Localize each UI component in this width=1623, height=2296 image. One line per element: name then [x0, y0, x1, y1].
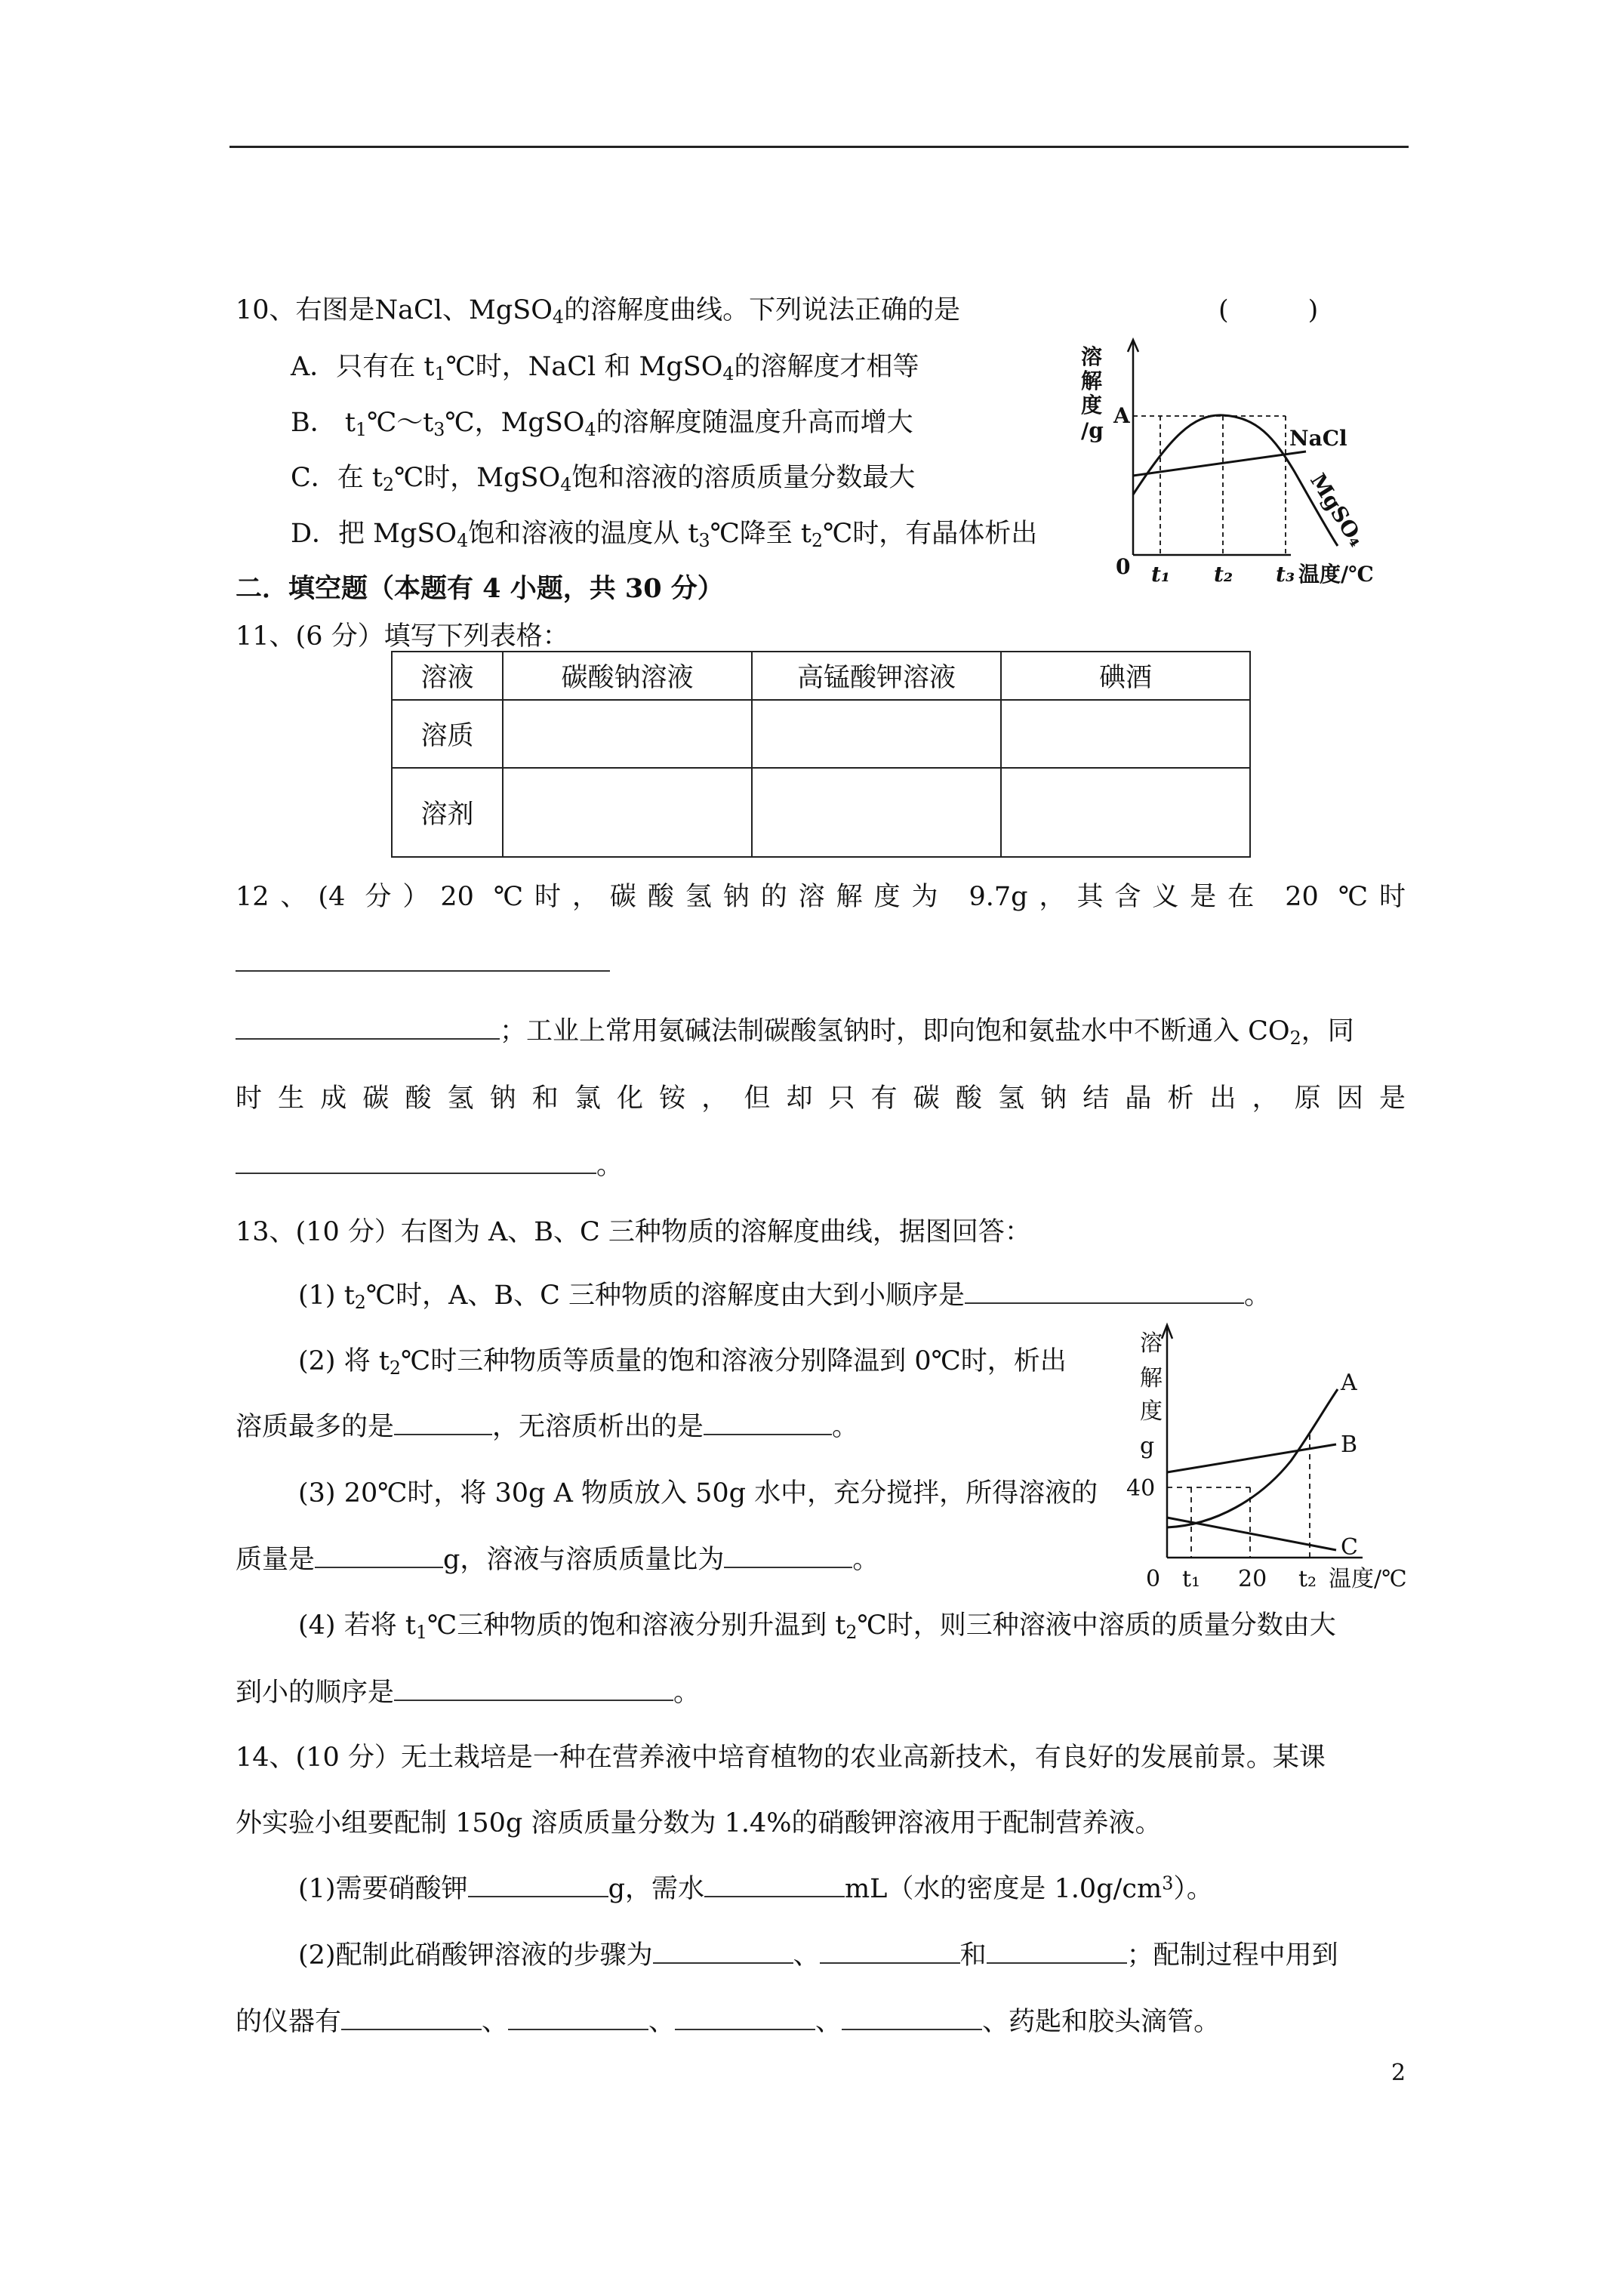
q14-blank7[interactable]: [508, 2006, 648, 2030]
q12-blank2[interactable]: [236, 1015, 500, 1040]
table-header: 碳酸钠溶液: [503, 652, 752, 700]
q12-line3: ；工业上常用氨碱法制碳酸氢钠时，即向饱和氨盐水中不断通入 $CO_2$，同: [236, 1010, 1354, 1048]
y-tick-40: 40: [1126, 1475, 1156, 1502]
table-cell-blank[interactable]: [752, 768, 1001, 857]
y-label-1: 溶: [1081, 344, 1103, 369]
y-label-4: /g: [1081, 418, 1104, 443]
q14-blank4[interactable]: [820, 1940, 960, 1964]
q14-blank6[interactable]: [341, 2006, 482, 2030]
q13-part4-line1: (4) 若将 $t_1℃$三种物质的饱和溶液分别升温到 $t_2℃$时，则三种溶液中溶质的质量分数由大: [298, 1610, 1336, 1643]
q14-blank2[interactable]: [704, 1873, 845, 1897]
q10-stem: 10、右图是NaCl、MgSO$_4$的溶解度曲线。下列说法正确的是: [236, 295, 961, 328]
table-cell-blank[interactable]: [1001, 768, 1250, 857]
nacl-curve: [1133, 451, 1306, 476]
y-label-2: 解: [1081, 368, 1103, 393]
q13-part1: (1) $t_2℃$时，A、B、C 三种物质的溶解度由大到小顺序是 。: [298, 1281, 1270, 1313]
y-label-4: g: [1140, 1433, 1155, 1459]
table-cell-blank[interactable]: [1001, 700, 1250, 768]
q12-line5: 。: [236, 1145, 623, 1182]
q13-blank1[interactable]: [965, 1280, 1244, 1304]
q12-line4: 时生成碳酸氢钠和氯化铵，但却只有碳酸氢钠结晶析出，原因是: [236, 1083, 1406, 1114]
origin-label: 0: [1146, 1566, 1161, 1592]
y-label-3: 度: [1081, 393, 1103, 418]
q13-blank2[interactable]: [394, 1411, 492, 1435]
q11-stem: 11、(6 分）填写下列表格：: [236, 621, 569, 652]
x-tick-20: 20: [1238, 1566, 1267, 1592]
q11-table: [391, 651, 1251, 858]
q10-option-c: C．在 $t_2℃$时，MgSO$_4$饱和溶液的溶质质量分数最大: [291, 463, 916, 495]
y-label-2: 解: [1140, 1365, 1163, 1391]
q10-option-d: D．把 MgSO$_4$饱和溶液的温度从 $t_3℃$降至 $t_2℃$时，有晶体析出: [291, 519, 1038, 551]
q13-blank6[interactable]: [394, 1677, 673, 1701]
q13-blank3[interactable]: [704, 1411, 832, 1435]
nacl-label: NaCl: [1289, 426, 1347, 451]
q14-blank5[interactable]: [987, 1940, 1127, 1964]
y-label-3: 度: [1140, 1398, 1163, 1425]
label-a: A: [1341, 1370, 1357, 1396]
q10-option-b: B． $t_1℃\sim t_3℃$，MgSO$_4$的溶解度随温度升高而增大: [291, 408, 913, 440]
q10-answer-paren: ( ): [1218, 295, 1319, 325]
q14-blank8[interactable]: [675, 2006, 815, 2030]
x-tick-t1: t₁: [1151, 562, 1171, 587]
table-header: 高锰酸钾溶液: [752, 652, 1001, 700]
section-heading: 二．填空题（本题有 4 小题，共 30 分）: [236, 573, 724, 604]
q12-blank1[interactable]: [236, 948, 610, 978]
q13-blank4[interactable]: [315, 1544, 443, 1568]
q14-blank9[interactable]: [842, 2006, 982, 2030]
table-header: 碘酒: [1001, 652, 1250, 700]
table-row-label: 溶质: [392, 700, 503, 768]
x-tick-t2: t₂: [1298, 1566, 1317, 1592]
q14-line2: 外实验小组要配制 150g 溶质质量分数为 1.4%的硝酸钾溶液用于配制营养液。: [236, 1808, 1162, 1838]
x-axis-label: 温度/℃: [1298, 562, 1374, 587]
x-tick-t1: t₁: [1182, 1566, 1201, 1592]
x-tick-t3: t₃: [1276, 562, 1295, 587]
q12-blank3[interactable]: [236, 1150, 596, 1174]
q14-blank3[interactable]: [653, 1940, 793, 1964]
q14-blank1[interactable]: [468, 1873, 608, 1897]
table-cell-blank[interactable]: [503, 768, 752, 857]
y-label-1: 溶: [1140, 1330, 1163, 1357]
q13-blank5[interactable]: [724, 1544, 852, 1568]
table-row-label: 溶剂: [392, 768, 503, 857]
x-tick-t2: t₂: [1214, 562, 1233, 587]
q13-part3-line2: 质量是 g，溶液与溶质质量比为 。: [236, 1545, 879, 1575]
header-rule: [229, 146, 1409, 148]
curve-c: [1167, 1518, 1336, 1550]
q13-part4-line2: 到小的顺序是 。: [236, 1678, 701, 1708]
q12-line1: 12、(4 分）20 ℃时，碳酸氢钠的溶解度为 9.7g，其含义是在 20 ℃时: [236, 882, 1406, 912]
q14-part2: (2)配制此硝酸钾溶液的步骤为 、 和 ；配制过程中用到: [298, 1940, 1338, 1971]
page-number: 2: [1391, 2060, 1406, 2086]
table-cell-blank[interactable]: [752, 700, 1001, 768]
table-header: 溶液: [392, 652, 503, 700]
table-cell-blank[interactable]: [503, 700, 752, 768]
mgso4-label: MgSO₄: [1305, 469, 1369, 551]
q13-part2-line2: 溶质最多的是 ，无溶质析出的是 。: [236, 1412, 859, 1442]
q14-part3: 的仪器有 、 、 、 、药匙和胶头滴管。: [236, 2007, 1221, 2037]
q13-part2-line1: (2) 将 $t_2℃$时三种物质等质量的饱和溶液分别降温到 0℃时，析出: [298, 1346, 1067, 1379]
x-axis-label: 温度/℃: [1329, 1566, 1407, 1592]
q14-line1: 14、(10 分）无土栽培是一种在营养液中培育植物的农业高新技术，有良好的发展前景。某课: [236, 1743, 1326, 1773]
origin-label: 0: [1116, 554, 1131, 579]
solubility-chart-abc: [1110, 1318, 1427, 1604]
q14-part1: (1)需要硝酸钾 g，需水 mL（水的密度是 $1.0g/cm^3$）。: [298, 1872, 1213, 1904]
label-b: B: [1341, 1432, 1358, 1458]
q13-part3-line1: (3) 20℃时，将 30g A 物质放入 50g 水中，充分搅拌，所得溶液的: [298, 1478, 1098, 1509]
y-tick-a: A: [1113, 403, 1130, 428]
solubility-chart-nacl-mgso4: [1072, 332, 1412, 596]
q10-option-a: A．只有在 $t_1℃$时，NaCl 和 MgSO$_4$的溶解度才相等: [291, 352, 919, 384]
curve-b: [1167, 1444, 1336, 1472]
q13-stem: 13、(10 分）右图为 A、B、C 三种物质的溶解度曲线，据图回答：: [236, 1217, 1031, 1247]
label-c: C: [1341, 1534, 1358, 1561]
